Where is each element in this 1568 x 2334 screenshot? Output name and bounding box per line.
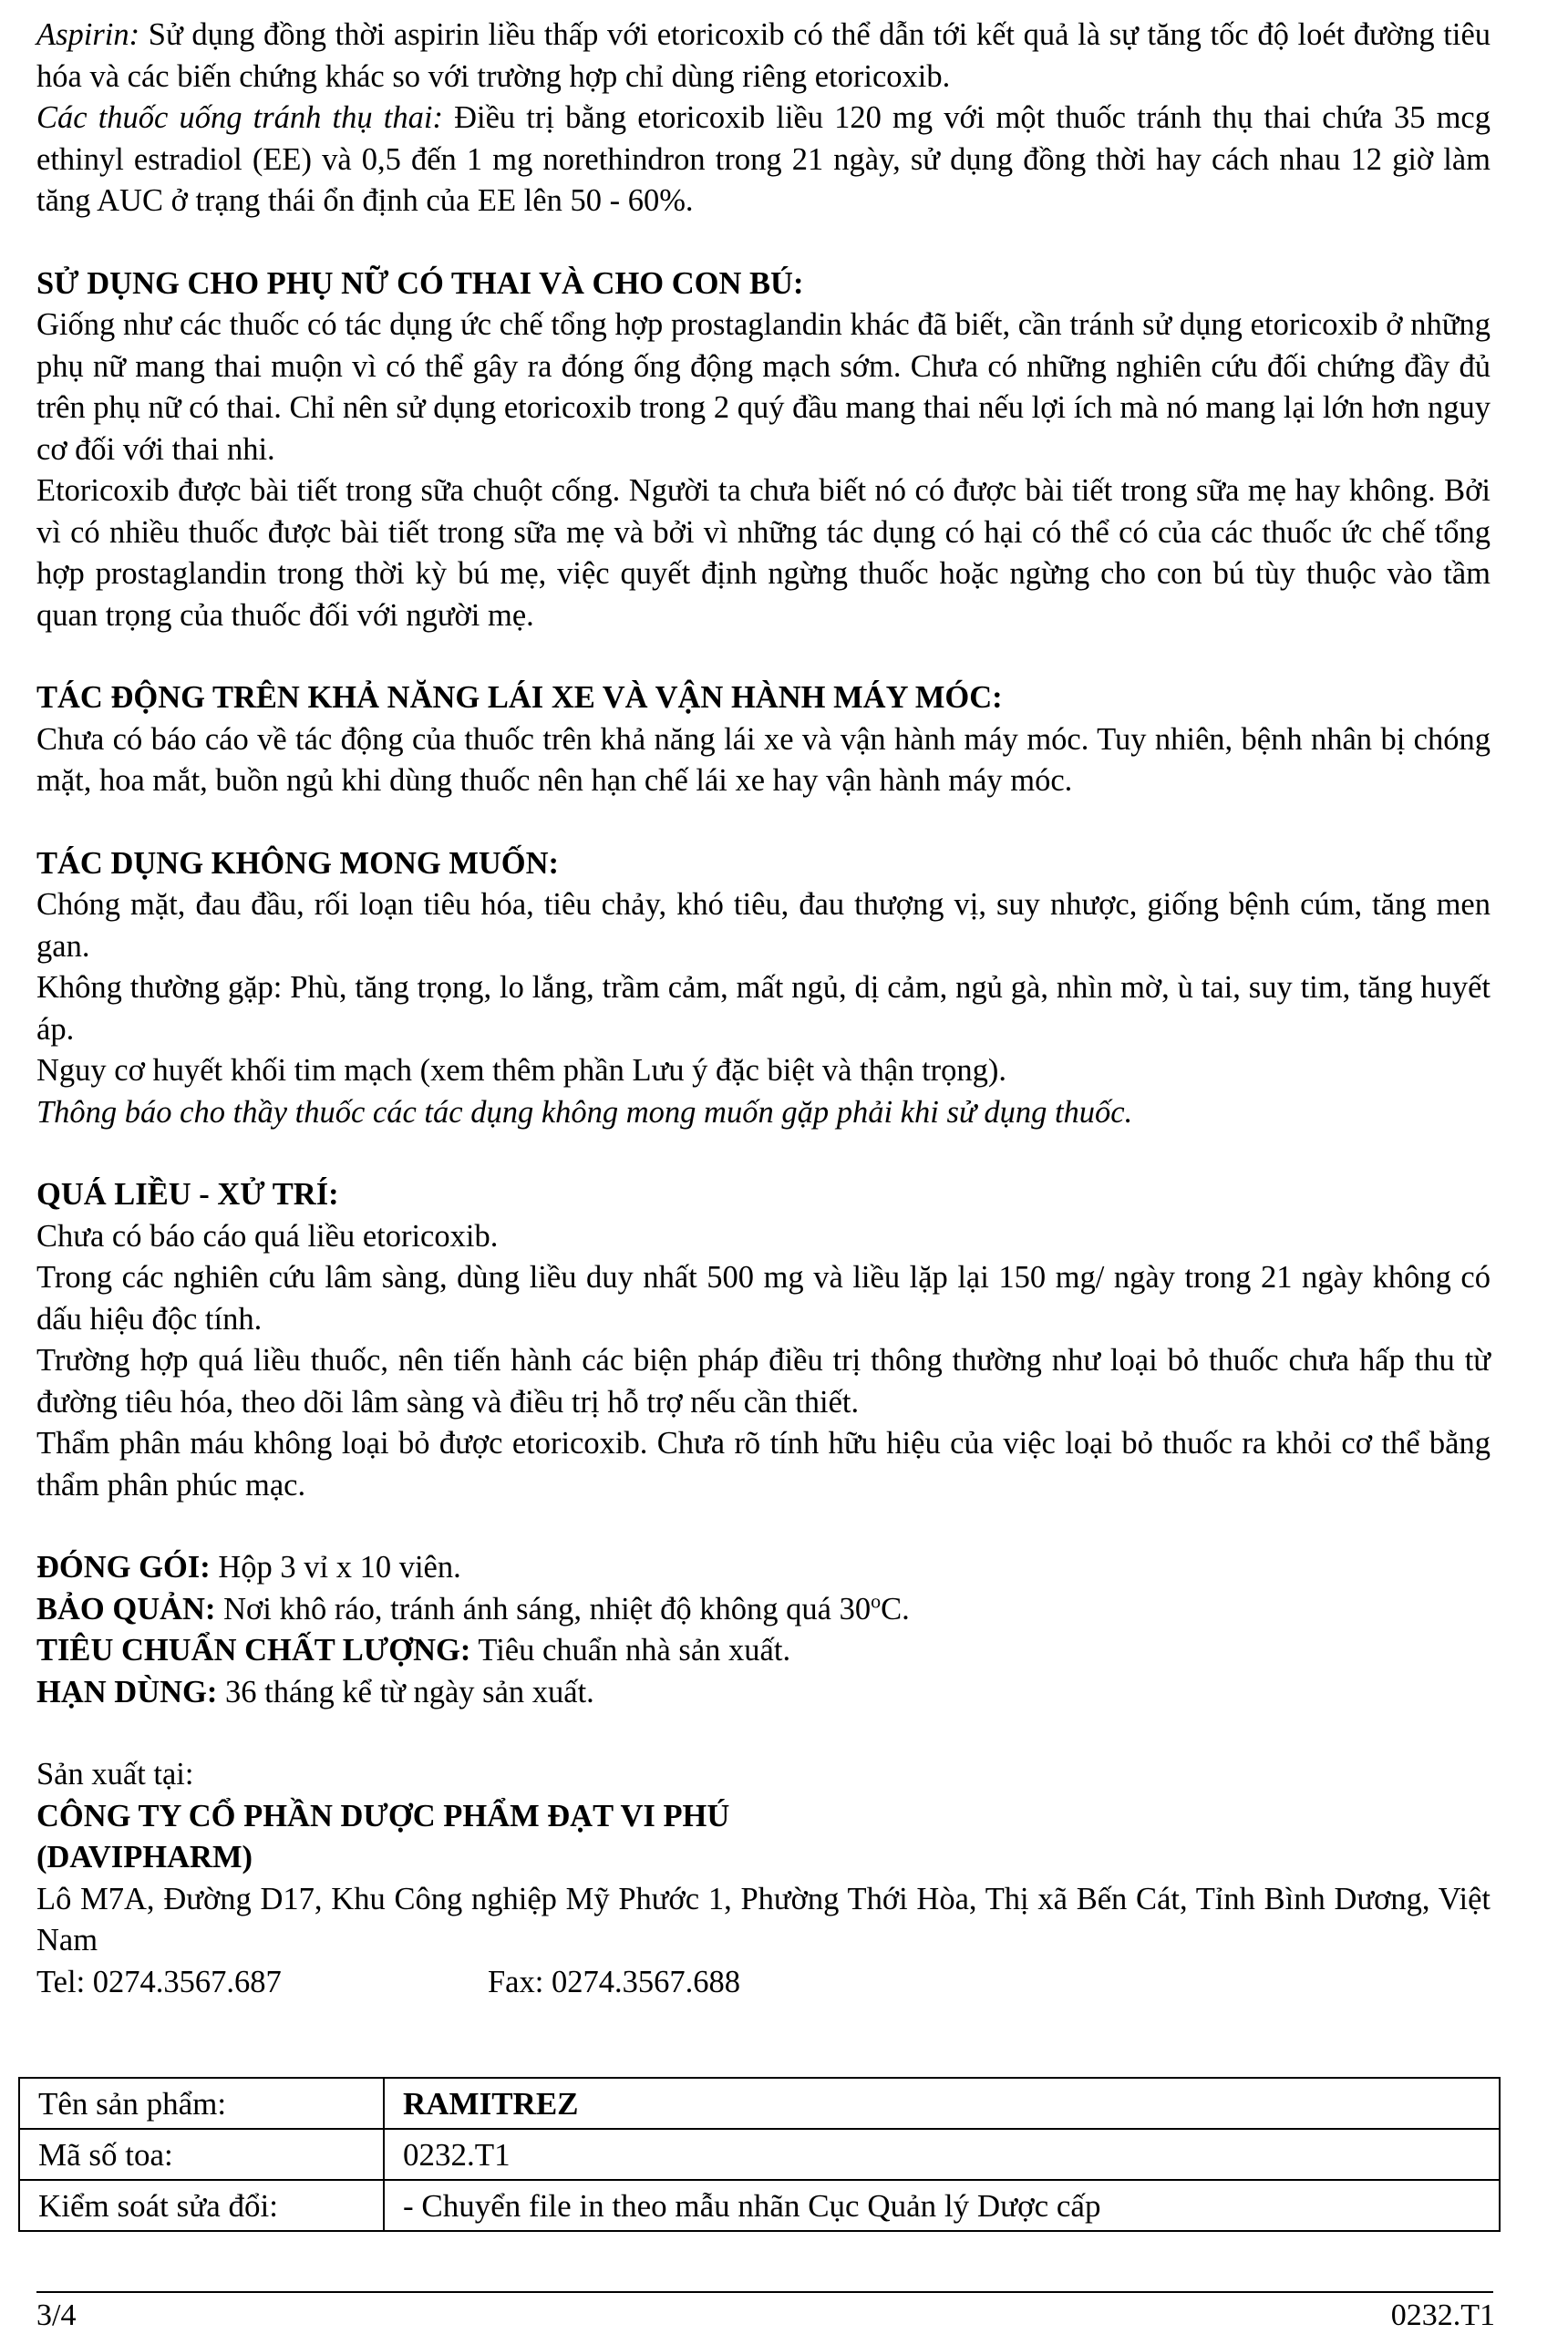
- expiry-value: 36 tháng kể từ ngày sản xuất.: [224, 1674, 594, 1709]
- product-info-table: [18, 2077, 1501, 2232]
- company-address: Lô M7A, Đường D17, Khu Công nghiệp Mỹ Phước 1, Phường Thới Hòa, Thị xã Bến Cát, Tỉnh Bình Dương, Việt Nam: [36, 1881, 1491, 1957]
- company-name: CÔNG TY CỔ PHẦN DƯỢC PHẨM ĐẠT VI PHÚ: [36, 1798, 730, 1833]
- document-body: [36, 15, 1491, 2003]
- expiry-line: [36, 1672, 1491, 1714]
- overdose-paragraph-1: Chưa có báo cáo quá liều etoricoxib.: [36, 1218, 499, 1254]
- packaging-value: Hộp 3 vỉ x 10 viên.: [218, 1550, 461, 1585]
- expiry-label: HẠN DÙNG:: [36, 1674, 218, 1709]
- leaflet-code-label: Mã số toa:: [19, 2129, 384, 2180]
- contraceptive-text: Điều trị bằng etoricoxib liều 120 mg với một thuốc tránh thụ thai chứa 35 mcg ethinyl estradiol (EE) và 0,5 đến 1 mg norethindron trong 21 ngày, sử dụng đồng thời hay cách nhau 12 giờ làm tăng AUC ở trạng thái ổn định của EE lên 50 - 60%.: [36, 100, 1491, 218]
- leaflet-code-value: 0232.T1: [384, 2129, 1500, 2180]
- aspirin-text: Sử dụng đồng thời aspirin liều thấp với etoricoxib có thể dẫn tới kết quả là sự tăng tốc độ loét đường tiêu hóa và các biến chứng khác so với trường hợp chỉ dùng riêng etoricoxib.: [36, 17, 1491, 94]
- table-row: [19, 2129, 1500, 2180]
- storage-line: [36, 1589, 1491, 1631]
- storage-value: Nơi khô ráo, tránh ánh sáng, nhiệt độ không quá 30: [223, 1591, 872, 1627]
- contraceptive-label: Các thuốc uống tránh thụ thai:: [36, 100, 443, 135]
- side-effects-uncommon: Không thường gặp: Phù, tăng trọng, lo lắng, trầm cảm, mất ngủ, dị cảm, ngủ gà, nhìn mờ, ù tai, suy tim, tăng huyết áp.: [36, 970, 1491, 1047]
- interaction-aspirin: [36, 15, 1491, 98]
- side-effects-thrombosis: Nguy cơ huyết khối tim mạch (xem thêm phần Lưu ý đặc biệt và thận trọng).: [36, 1053, 1007, 1088]
- driving-paragraph: Chưa có báo cáo về tác động của thuốc trên khả năng lái xe và vận hành máy móc. Tuy nhiên, bệnh nhân bị chóng mặt, hoa mắt, buồn ngủ khi dùng thuốc nên hạn chế lái xe hay vận hành máy móc.: [36, 721, 1491, 798]
- overdose-paragraph-3: Trường hợp quá liều thuốc, nên tiến hành các biện pháp điều trị thông thường như loại bỏ thuốc chưa hấp thu từ đường tiêu hóa, theo dõi lâm sàng và điều trị hỗ trợ nếu cần thiết.: [36, 1343, 1491, 1420]
- aspirin-label: Aspirin:: [36, 17, 140, 52]
- storage-unit: C.: [881, 1591, 910, 1627]
- overdose-paragraph-4: Thẩm phân máu không loại bỏ được etoricoxib. Chưa rõ tính hữu hiệu của việc loại bỏ thuốc ra khỏi cơ thể bằng thẩm phân phúc mạc.: [36, 1426, 1491, 1503]
- footer-divider: [36, 2291, 1493, 2293]
- packaging-line: [36, 1547, 1491, 1589]
- packaging-label: ĐÓNG GÓI:: [36, 1550, 211, 1585]
- page-number: 3/4: [36, 2298, 77, 2332]
- pregnancy-paragraph-1: Giống như các thuốc có tác dụng ức chế tổng hợp prostaglandin khác đã biết, cần tránh sử dụng etoricoxib ở những phụ nữ mang thai muộn vì có thể gây ra đóng ống động mạch sớm. Chưa có những nghiên cứu đối chứng đầy đủ trên phụ nữ có thai. Chỉ nên sử dụng etoricoxib trong 2 quý đầu mang thai nếu lợi ích mà nó mang lại lớn hơn nguy cơ đối với thai nhi.: [36, 307, 1491, 467]
- revision-control-value: - Chuyển file in theo mẫu nhãn Cục Quản lý Dược cấp: [384, 2180, 1500, 2231]
- standard-value: Tiêu chuẩn nhà sản xuất.: [478, 1633, 791, 1668]
- product-name-value: RAMITREZ: [384, 2078, 1500, 2129]
- product-name-label: Tên sản phẩm:: [19, 2078, 384, 2129]
- pregnancy-heading: SỬ DỤNG CHO PHỤ NỮ CÓ THAI VÀ CHO CON BÚ:: [36, 265, 804, 301]
- storage-label: BẢO QUẢN:: [36, 1591, 216, 1627]
- side-effects-notice: Thông báo cho thầy thuốc các tác dụng không mong muốn gặp phải khi sử dụng thuốc.: [36, 1094, 1133, 1130]
- revision-control-label: Kiểm soát sửa đổi:: [19, 2180, 384, 2231]
- standard-label: TIÊU CHUẨN CHẤT LƯỢNG:: [36, 1633, 471, 1668]
- made-at-label: Sản xuất tại:: [36, 1757, 194, 1792]
- overdose-heading: QUÁ LIỀU - XỬ TRÍ:: [36, 1177, 339, 1212]
- table-row: [19, 2078, 1500, 2129]
- side-effects-heading: TÁC DỤNG KHÔNG MONG MUỐN:: [36, 845, 560, 881]
- tel-number: Tel: 0274.3567.687: [36, 1964, 282, 1999]
- interaction-contraceptive: [36, 98, 1491, 222]
- table-row: [19, 2180, 1500, 2231]
- company-short-name: (DAVIPHARM): [36, 1840, 253, 1874]
- standard-line: [36, 1630, 1491, 1672]
- degree-superscript: o: [871, 1589, 882, 1612]
- fax-number: Fax: 0274.3567.688: [488, 1964, 740, 1999]
- side-effects-common: Chóng mặt, đau đầu, rối loạn tiêu hóa, tiêu chảy, khó tiêu, đau thượng vị, suy nhược, giống bệnh cúm, tăng men gan.: [36, 887, 1491, 964]
- contact-line: [36, 1962, 1491, 2004]
- footer-document-code: 0232.T1: [1390, 2298, 1495, 2332]
- driving-heading: TÁC ĐỘNG TRÊN KHẢ NĂNG LÁI XE VÀ VẬN HÀNH MÁY MÓC:: [36, 680, 1003, 715]
- pregnancy-paragraph-2: Etoricoxib được bài tiết trong sữa chuột cống. Người ta chưa biết nó có được bài tiết trong sữa mẹ hay không. Bởi vì có nhiều thuốc được bài tiết trong sữa mẹ và bởi vì những tác dụng có hại có thể có của các thuốc ức chế tổng hợp prostaglandin trong thời kỳ bú mẹ, việc quyết định ngừng thuốc hoặc ngừng cho con bú tùy thuộc vào tầm quan trọng của thuốc đối với người mẹ.: [36, 473, 1491, 633]
- overdose-paragraph-2: Trong các nghiên cứu lâm sàng, dùng liều duy nhất 500 mg và liều lặp lại 150 mg/ ngày trong 21 ngày không có dấu hiệu độc tính.: [36, 1260, 1491, 1337]
